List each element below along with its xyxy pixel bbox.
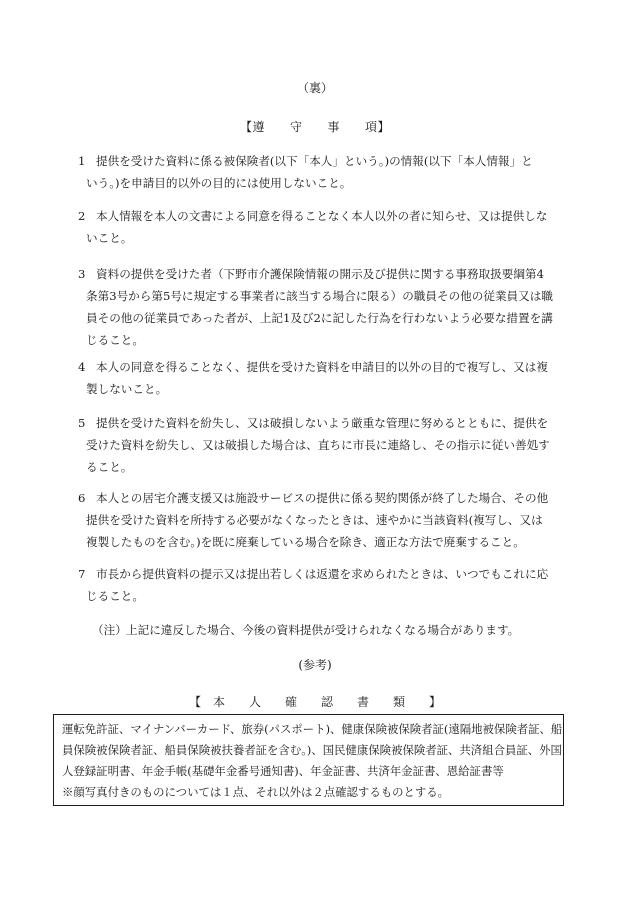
rule-item-5 <box>78 412 558 478</box>
rule-text-line: いう。)を申請目的以外の目的には使用しないこと。 <box>86 176 352 190</box>
note-tag: （注） <box>92 623 127 637</box>
rule-number: 2 <box>78 209 86 223</box>
rule-text-line: 員その他の従業員であった者が、上記1及び2に記した行為を行わないよう必要な措置を講 <box>86 311 553 325</box>
rule-text-line: 複製したものを含む。)を既に廃棄している場合を除き、適正な方法で廃棄すること。 <box>86 535 525 549</box>
rule-text-line: 提供を受けた資料を紛失し、又は破損しないよう厳重な管理に努めるとともに、提供を <box>96 416 549 430</box>
rule-number: 6 <box>78 491 86 505</box>
rule-item-1 <box>78 150 558 194</box>
rule-number: 4 <box>78 360 86 374</box>
violation-note <box>92 622 562 638</box>
page-side-label: （裏） <box>296 81 333 95</box>
rule-text-line: 製しないこと。 <box>86 382 168 396</box>
rule-number: 3 <box>78 267 86 281</box>
rule-number: 5 <box>78 416 86 430</box>
rule-text-line: 資料の提供を受けた者（下野市介護保険情報の開示及び提供に関する事務取扱要綱第4 <box>96 267 544 281</box>
rule-text-line: 市長から提供資料の提示又は提出若しくは返還を求められたときは、いつでもこれに応 <box>96 567 549 581</box>
rule-text-line: 提供を受けた資料に係る被保険者(以下「本人」という。)の情報(以下「本人情報」と <box>96 154 533 168</box>
rule-item-7 <box>78 563 558 607</box>
rule-item-3 <box>78 263 558 351</box>
reference-title: 【 本 人 確 認 書 類 】 <box>188 695 441 709</box>
id-documents-box <box>53 714 564 806</box>
rule-text-line: 本人の同意を得ることなく、提供を受けた資料を申請目的以外の目的で複写し、又は複 <box>96 360 548 374</box>
rule-number: 7 <box>78 567 86 581</box>
rule-text-line: 提供を受けた資料を所持する必要がなくなったときは、速やかに当該資料(複写し、又は <box>86 513 543 527</box>
rule-text-line: 条第3号から第5号に規定する事業者に該当する場合に限る）の職員その他の従業員又は職 <box>86 289 553 303</box>
rule-text-line: いこと。 <box>86 231 133 245</box>
note-text: 上記に違反した場合、今後の資料提供が受けられなくなる場合があります。 <box>126 623 520 637</box>
rule-number: 1 <box>78 154 86 168</box>
rule-item-4 <box>78 356 558 400</box>
rule-text-line: 受けた資料を紛失し、又は破損した場合は、直ちに市長に連絡し、その指示に従い善処す <box>86 438 550 452</box>
id-documents-line: ※顔写真付きのものについては１点、それ以外は２点確認するものとする。 <box>62 785 450 799</box>
rule-item-2 <box>78 205 558 249</box>
rule-text-line: じること。 <box>86 589 144 603</box>
rule-text-line: 本人との居宅介護支援又は施設サービスの提供に係る契約関係が終了した場合、その他 <box>96 491 549 505</box>
rule-text-line: じること。 <box>86 333 144 347</box>
id-documents-line: 員保険被保険者証、船員保険被扶養者証を含む。)、国民健康保険被保険者証、共済組合員証、外国 <box>62 743 562 757</box>
rule-text-line: ること。 <box>86 460 133 474</box>
rule-text-line: 本人情報を本人の文書による同意を得ることなく本人以外の者に知らせ、又は提供しな <box>96 209 548 223</box>
rule-item-6 <box>78 487 558 553</box>
id-documents-line: 運転免許証、マイナンバーカード、旅券(パスポート)、健康保険被保険者証(遠隔地被保険者証、船 <box>62 722 563 736</box>
page-title: 【遵 守 事 項】 <box>239 120 390 134</box>
id-documents-line: 人登録証明書、年金手帳(基礎年金番号通知書)、年金証書、共済年金証書、恩給証書等 <box>62 764 504 778</box>
reference-label: (参考) <box>298 658 332 672</box>
